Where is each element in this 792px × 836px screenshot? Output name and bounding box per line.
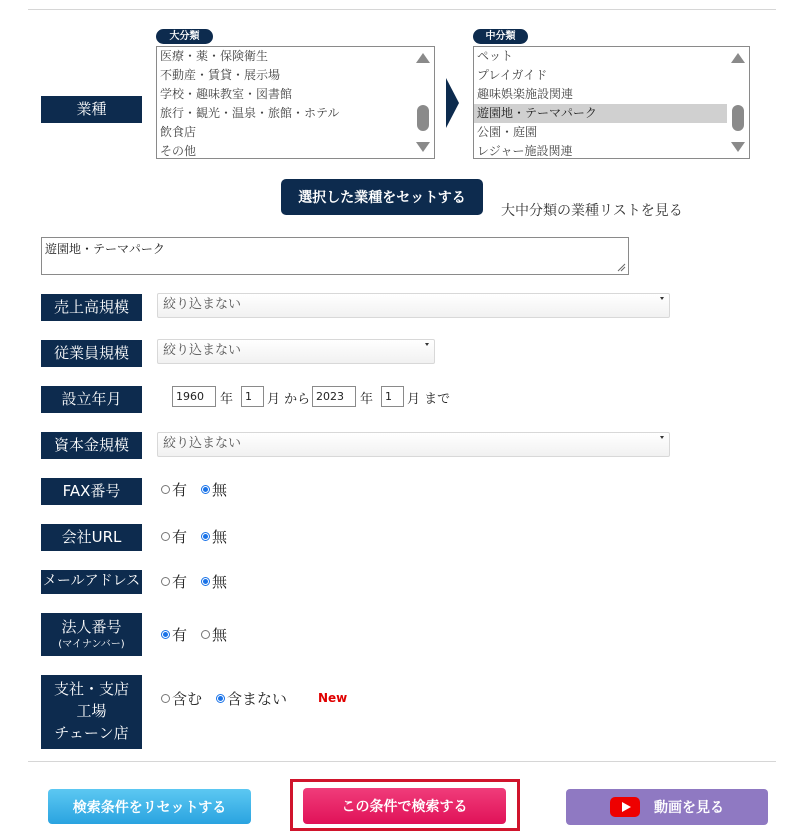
option-label: 有	[172, 481, 188, 499]
employee-scale-label: 従業員規模	[41, 340, 142, 367]
founded-to-year-input[interactable]: 2023	[312, 386, 356, 407]
radio-icon[interactable]	[201, 532, 210, 541]
list-item[interactable]: 趣味娯楽施設関連	[477, 87, 574, 101]
radio-icon[interactable]	[201, 485, 210, 494]
corp-number-option-yes[interactable]	[161, 624, 187, 645]
scroll-down-icon[interactable]	[416, 142, 430, 152]
email-option-no[interactable]	[201, 571, 227, 592]
employee-scale-value: 絞り込まない	[163, 343, 242, 358]
fax-label: FAX番号	[41, 478, 142, 505]
url-radio-group	[161, 526, 241, 547]
email-option-yes[interactable]	[161, 571, 187, 592]
founded-from-month-input[interactable]: 1	[241, 386, 264, 407]
selected-industry-textarea[interactable]	[41, 237, 629, 275]
branches-label-line1: 支社・支店	[53, 680, 129, 699]
month-to-text: 月 まで	[407, 392, 451, 407]
capital-scale-label: 資本金規模	[41, 432, 142, 459]
radio-icon[interactable]	[216, 694, 225, 703]
branches-label-line2: 工場	[76, 702, 107, 721]
list-item[interactable]: 学校・趣味教室・図書館	[160, 87, 293, 101]
scroll-thumb[interactable]	[417, 105, 429, 131]
scroll-up-icon[interactable]	[731, 53, 745, 63]
option-label: 含まない	[227, 690, 288, 708]
scroll-thumb[interactable]	[732, 105, 744, 131]
radio-icon[interactable]	[161, 577, 170, 586]
option-label: 無	[212, 573, 228, 591]
url-label: 会社URL	[41, 524, 142, 551]
resize-handle-icon[interactable]	[617, 263, 626, 272]
sales-scale-select[interactable]	[157, 293, 670, 318]
option-label: 無	[212, 626, 228, 644]
radio-icon[interactable]	[161, 485, 170, 494]
year-unit-text: 年	[220, 392, 234, 407]
branches-label	[41, 675, 142, 749]
list-item[interactable]: 旅行・観光・温泉・旅館・ホテル	[160, 106, 340, 120]
reset-search-button[interactable]: 検索条件をリセットする	[48, 789, 251, 824]
employee-scale-select[interactable]	[157, 339, 435, 364]
selected-industry-text: 遊園地・テーマパーク	[45, 242, 165, 256]
list-item[interactable]: 飲食店	[160, 125, 197, 139]
search-button[interactable]: この条件で検索する	[303, 788, 506, 824]
founded-label: 設立年月	[41, 386, 142, 413]
sales-scale-value: 絞り込まない	[163, 297, 242, 312]
branches-option-exclude[interactable]	[216, 688, 287, 709]
dropdown-caret-icon	[660, 436, 664, 439]
scroll-up-icon[interactable]	[416, 53, 430, 63]
corp-number-label	[41, 613, 142, 656]
branches-label-line3: チェーン店	[54, 723, 129, 742]
fax-option-no[interactable]	[201, 479, 227, 500]
year-unit-text: 年	[360, 392, 374, 407]
radio-icon[interactable]	[161, 532, 170, 541]
radio-icon[interactable]	[201, 630, 210, 639]
list-item[interactable]: レジャー施設関連	[477, 144, 573, 158]
corp-number-option-no[interactable]	[201, 624, 227, 645]
month-from-text: 月 から	[267, 392, 311, 407]
option-label: 有	[172, 528, 188, 546]
option-label: 有	[172, 626, 188, 644]
watch-video-button[interactable]	[566, 789, 768, 825]
founded-from-year-input[interactable]: 1960	[172, 386, 216, 407]
option-label: 無	[212, 481, 228, 499]
option-label: 無	[212, 528, 228, 546]
option-label: 有	[172, 573, 188, 591]
major-category-listbox[interactable]	[156, 46, 435, 159]
corp-number-sublabel: (マイナンバー)	[58, 638, 125, 650]
industry-label: 業種	[41, 96, 142, 123]
dropdown-caret-icon	[425, 343, 429, 346]
fax-option-yes[interactable]	[161, 479, 187, 500]
top-divider	[28, 9, 776, 10]
email-label: メールアドレス	[41, 570, 142, 594]
sales-scale-label: 売上高規模	[41, 294, 142, 321]
new-badge: New	[318, 691, 348, 705]
url-option-yes[interactable]	[161, 526, 187, 547]
major-category-badge: 大分類	[156, 29, 213, 44]
capital-scale-value: 絞り込まない	[163, 436, 242, 451]
chevron-right-icon	[446, 78, 460, 128]
option-label: 含む	[172, 690, 203, 708]
capital-scale-select[interactable]	[157, 432, 670, 457]
radio-icon[interactable]	[161, 694, 170, 703]
founded-to-month-input[interactable]: 1	[381, 386, 404, 407]
list-item[interactable]: 遊園地・テーマパーク	[474, 104, 749, 123]
radio-icon[interactable]	[201, 577, 210, 586]
fax-radio-group	[161, 479, 241, 500]
middle-scrollbar[interactable]	[727, 47, 749, 158]
branches-option-include[interactable]	[161, 688, 202, 709]
list-item[interactable]: プレイガイド	[477, 68, 548, 82]
corp-number-radio-group	[161, 624, 241, 645]
watch-video-label: 動画を見る	[654, 800, 724, 816]
industry-list-link[interactable]: 大中分類の業種リストを見る	[501, 203, 683, 219]
branches-radio-group	[161, 688, 301, 709]
list-item[interactable]: 不動産・賃貸・展示場	[160, 68, 281, 82]
youtube-play-icon	[610, 797, 640, 817]
list-item[interactable]: 医療・薬・保険衛生	[160, 49, 269, 63]
list-item[interactable]: ペット	[477, 49, 514, 63]
list-item[interactable]: 公園・庭園	[477, 125, 538, 139]
corp-number-label-text: 法人番号	[61, 617, 122, 636]
major-scrollbar[interactable]	[412, 47, 434, 158]
middle-category-badge: 中分類	[473, 29, 528, 44]
dropdown-caret-icon	[660, 297, 664, 300]
scroll-down-icon[interactable]	[731, 142, 745, 152]
email-radio-group	[161, 571, 241, 592]
url-option-no[interactable]	[201, 526, 227, 547]
radio-icon[interactable]	[161, 630, 170, 639]
middle-category-listbox[interactable]	[473, 46, 750, 159]
set-industry-button[interactable]: 選択した業種をセットする	[281, 179, 483, 215]
list-item[interactable]: その他	[160, 144, 197, 158]
bottom-divider	[28, 761, 776, 762]
